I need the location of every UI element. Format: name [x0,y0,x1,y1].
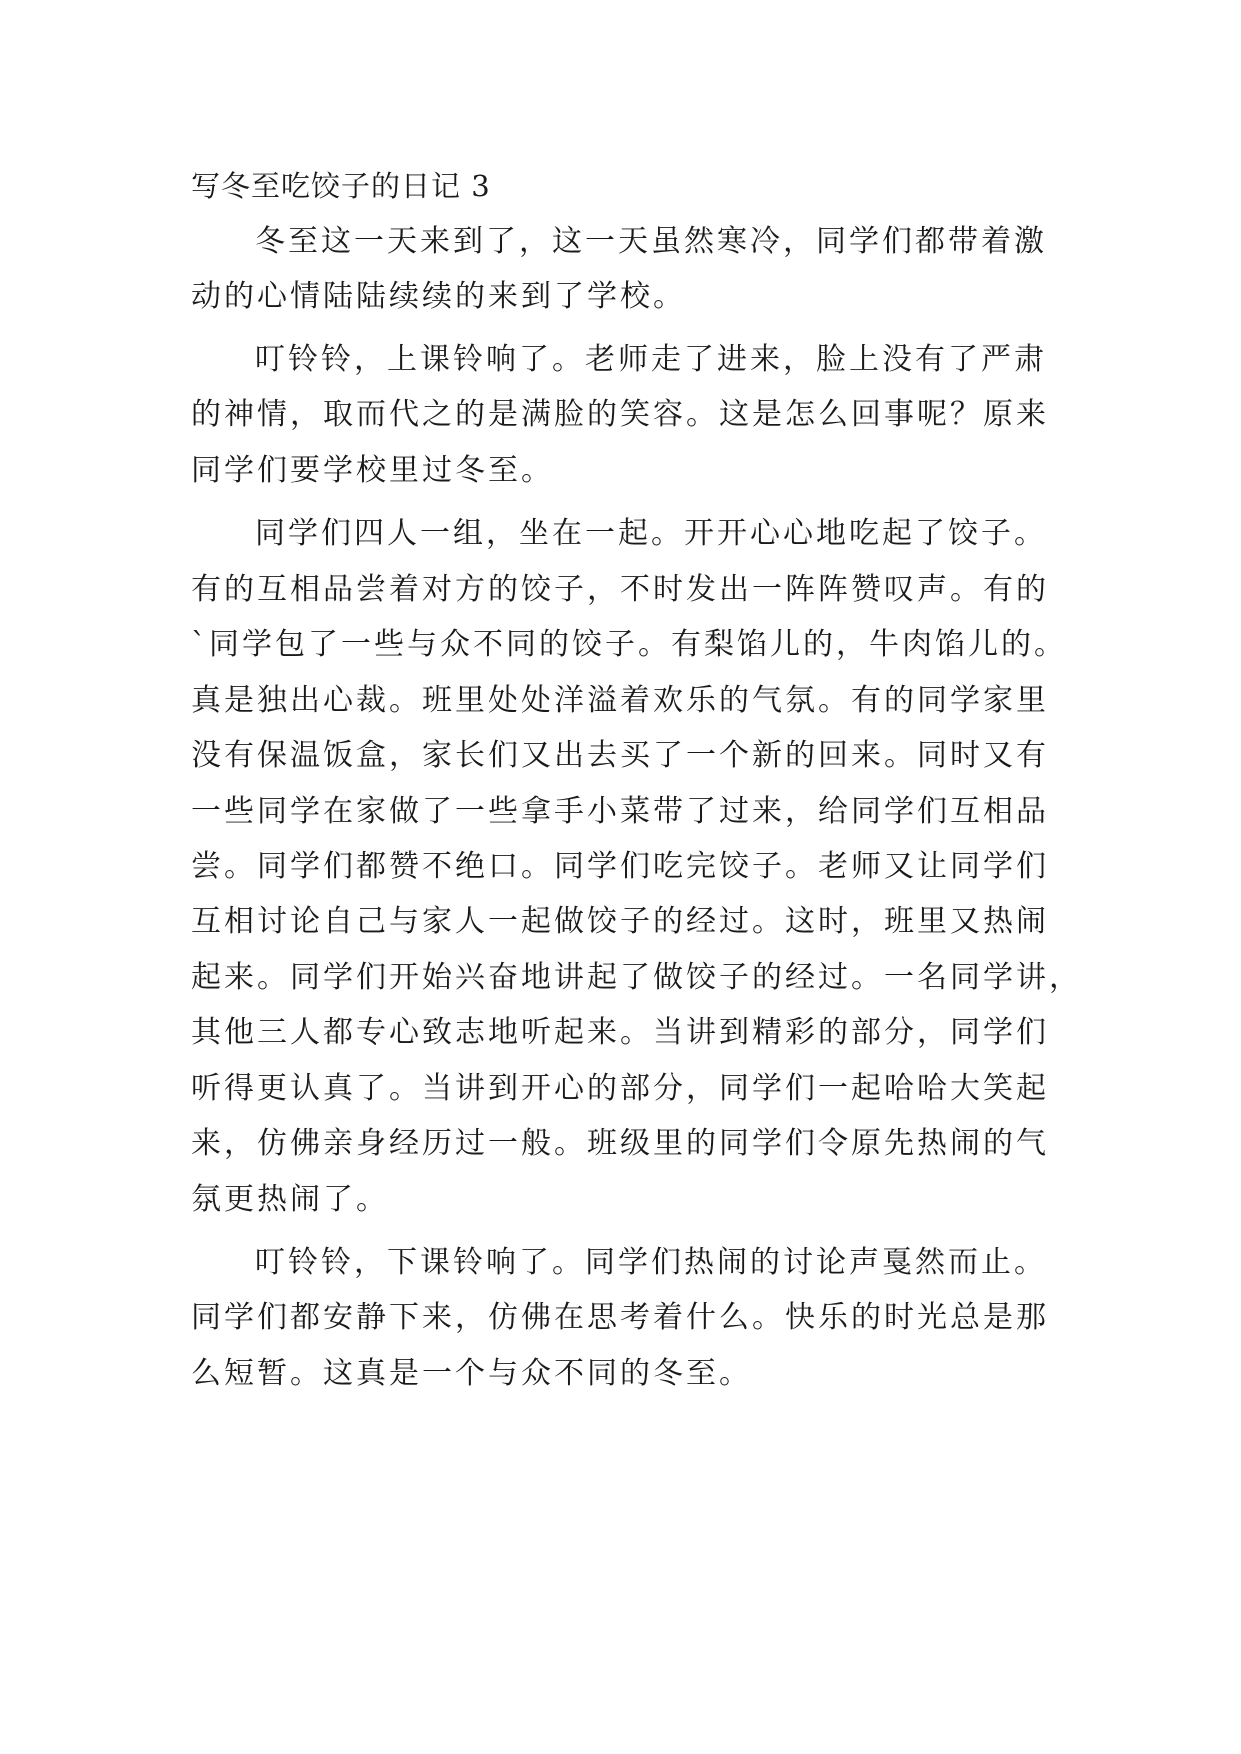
paragraph-4-line-3: 么短暂。这真是一个与众不同的冬至。 [191,1356,752,1391]
paragraph-3-line-2: 有的互相品尝着对方的饺子，不时发出一阵阵赞叹声。有的 [191,572,1049,607]
paragraph-3-line-12: 来，仿佛亲身经历过一般。班级里的同学们令原先热闹的气 [191,1126,1049,1161]
paragraph-3-line-9: 起来。同学们开始兴奋地讲起了做饺子的经过。一名同学讲， [191,960,1082,995]
paragraph-3-line-5: 没有保温饭盒，家长们又出去买了一个新的回来。同时又有 [191,738,1049,773]
paragraph-3-line-4: 真是独出心裁。班里处处洋溢着欢乐的气氛。有的同学家里 [191,683,1049,718]
document-title: 写冬至吃饺子的日记 3 [191,169,491,203]
paragraph-3-line-6: 一些同学在家做了一些拿手小菜带了过来，给同学们互相品 [191,794,1049,829]
paragraph-1-line-1: 冬至这一天来到了，这一天虽然寒冷，同学们都带着激 [255,224,1047,259]
paragraph-2-line-3: 同学们要学校里过冬至。 [191,453,554,488]
paragraph-2-line-2: 的神情，取而代之的是满脸的笑容。这是怎么回事呢？原来 [191,397,1049,432]
paragraph-3-line-13: 氛更热闹了。 [191,1182,389,1217]
paragraph-4-line-2: 同学们都安静下来，仿佛在思考着什么。快乐的时光总是那 [191,1300,1049,1335]
paragraph-3-line-3: `同学包了一些与众不同的饺子。有梨馅儿的，牛肉馅儿的。 [191,627,1067,662]
paragraph-4-line-1: 叮铃铃，下课铃响了。同学们热闹的讨论声戛然而止。 [255,1245,1047,1280]
paragraph-1-line-2: 动的心情陆陆续续的来到了学校。 [191,279,686,314]
paragraph-3-line-11: 听得更认真了。当讲到开心的部分，同学们一起哈哈大笑起 [191,1071,1049,1106]
paragraph-3-line-8: 互相讨论自己与家人一起做饺子的经过。这时，班里又热闹 [191,904,1049,939]
paragraph-2-line-1: 叮铃铃，上课铃响了。老师走了进来，脸上没有了严肃 [255,342,1047,377]
paragraph-3-line-10: 其他三人都专心致志地听起来。当讲到精彩的部分，同学们 [191,1015,1049,1050]
paragraph-3-line-7: 尝。同学们都赞不绝口。同学们吃完饺子。老师又让同学们 [191,849,1049,884]
paragraph-3-line-1: 同学们四人一组，坐在一起。开开心心地吃起了饺子。 [255,516,1047,551]
